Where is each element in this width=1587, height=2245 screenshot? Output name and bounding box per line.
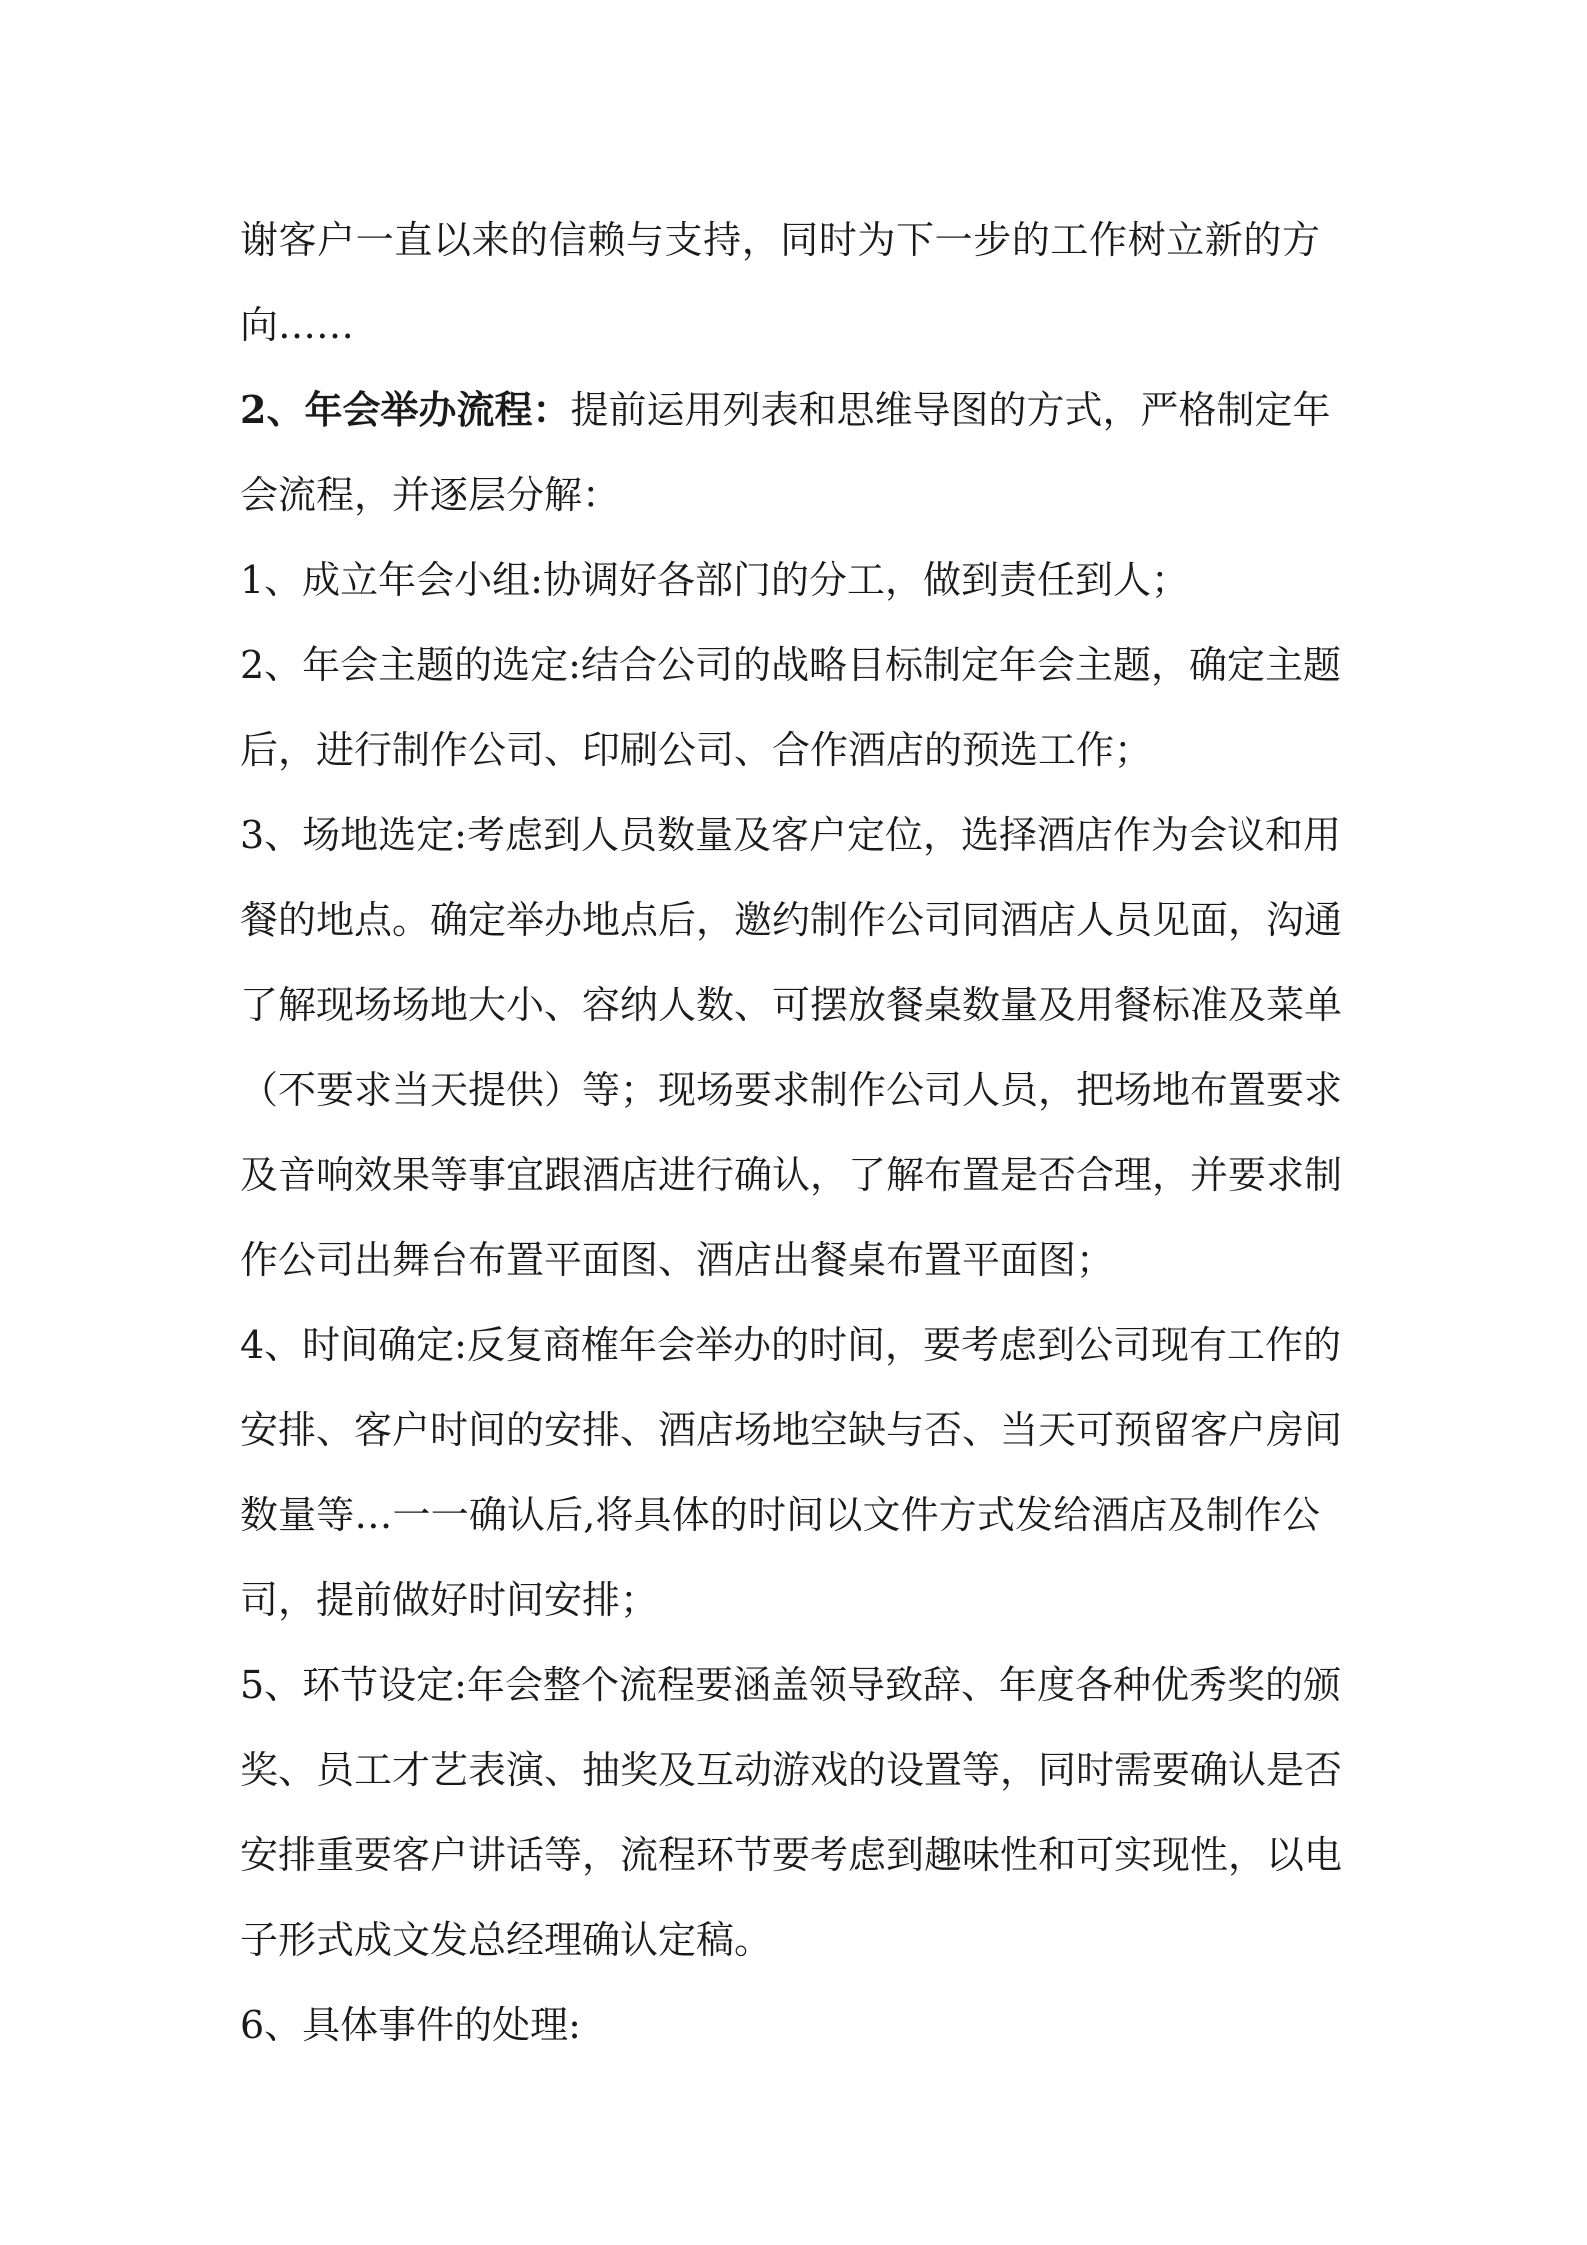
text-line: 子形式成文发总经理确认定稿。	[240, 1918, 773, 1962]
text-line: 向……	[240, 303, 355, 347]
text-line: 司，提前做好时间安排；	[240, 1578, 659, 1622]
list-item: 3、场地选定:考虑到人员数量及客户定位，选择酒店作为会议和用	[240, 813, 1341, 857]
text-line: 作公司出舞台布置平面图、酒店出餐桌布置平面图；	[240, 1238, 1115, 1282]
text-line: （不要求当天提供）等；现场要求制作公司人员，把场地布置要求	[240, 1068, 1343, 1112]
text-line: 餐的地点。确定举办地点后，邀约制作公司同酒店人员见面，沟通	[240, 898, 1343, 942]
text-line: 会流程，并逐层分解：	[240, 473, 621, 517]
text-line: 数量等…一一确认后,将具体的时间以文件方式发给酒店及制作公	[240, 1493, 1320, 1537]
list-item: 1、成立年会小组:协调好各部门的分工，做到责任到人；	[240, 558, 1189, 602]
section-heading-text: 提前运用列表和思维导图的方式，严格制定年	[570, 388, 1331, 432]
section-heading: 2、年会举办流程：	[240, 387, 571, 432]
text-line: 谢客户一直以来的信赖与支持，同时为下一步的工作树立新的方	[240, 218, 1320, 262]
text-line: 安排重要客户讲话等，流程环节要考虑到趣味性和可实现性，以电	[240, 1833, 1343, 1877]
text-line: 安排、客户时间的安排、酒店场地空缺与否、当天可预留客户房间	[240, 1408, 1343, 1452]
list-item: 6、具体事件的处理:	[240, 2003, 581, 2047]
text-line: 及音响效果等事宜跟酒店进行确认，了解布置是否合理，并要求制	[240, 1153, 1343, 1197]
list-item: 4、时间确定:反复商榷年会举办的时间，要考虑到公司现有工作的	[240, 1323, 1341, 1367]
text-line: 后，进行制作公司、印刷公司、合作酒店的预选工作；	[240, 728, 1153, 772]
text-line: 了解现场场地大小、容纳人数、可摆放餐桌数量及用餐标准及菜单	[240, 983, 1343, 1027]
text-line: 奖、员工才艺表演、抽奖及互动游戏的设置等，同时需要确认是否	[240, 1748, 1343, 1792]
list-item: 5、环节设定:年会整个流程要涵盖领导致辞、年度各种优秀奖的颁	[240, 1663, 1341, 1707]
list-item: 2、年会主题的选定:结合公司的战略目标制定年会主题，确定主题	[240, 643, 1341, 687]
section-heading-line	[240, 385, 1331, 435]
